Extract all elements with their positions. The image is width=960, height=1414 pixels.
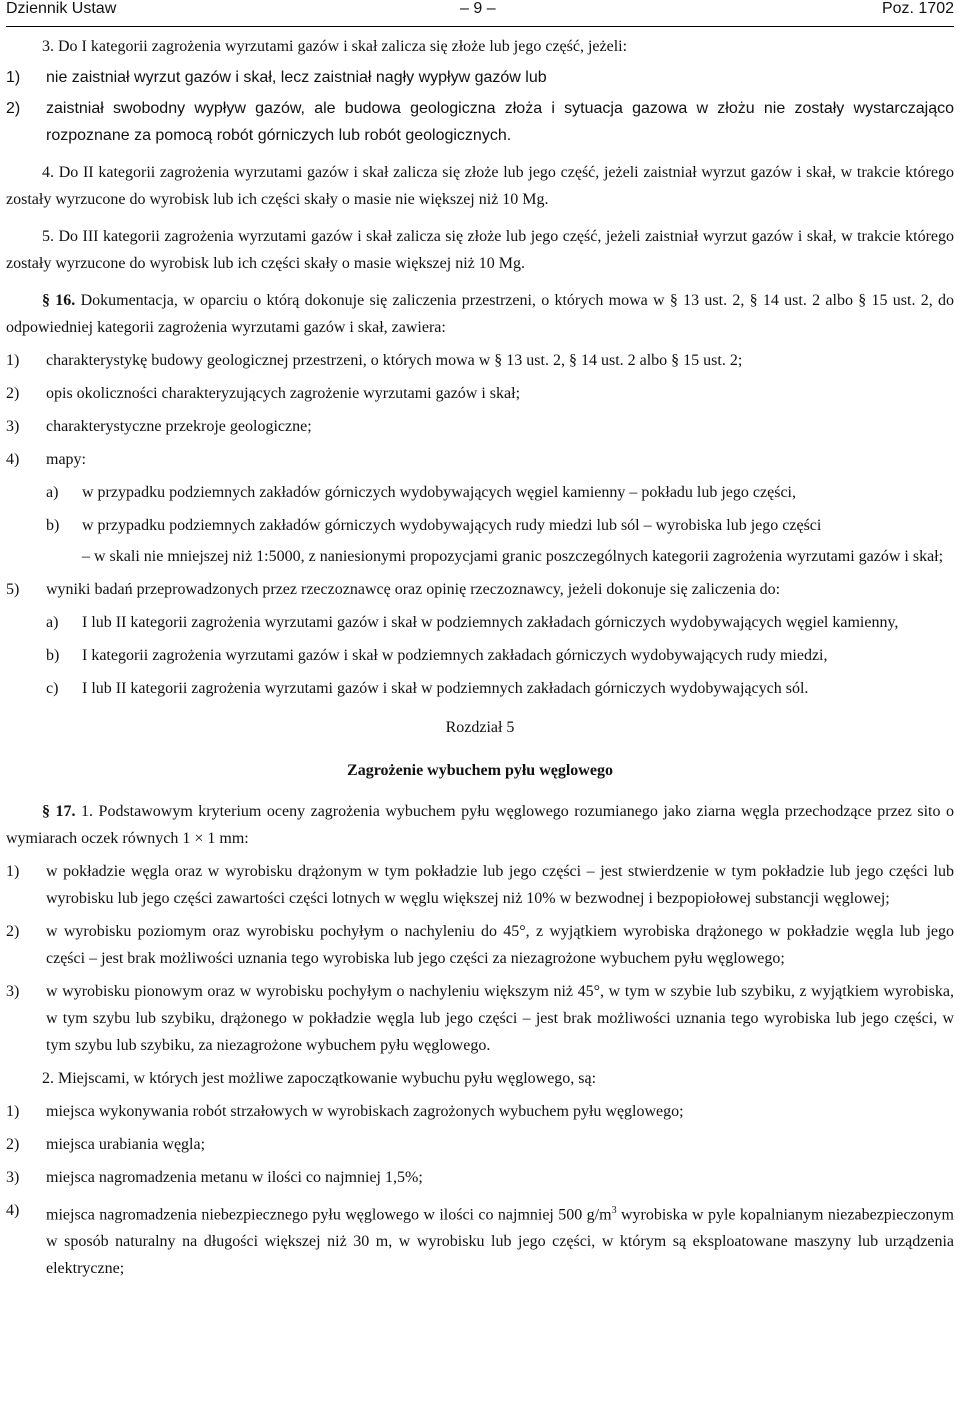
item-number: 1) — [6, 69, 21, 86]
sub-item-text: I lub II kategorii zagrożenia wyrzutami gazów i skał w podziemnych zakładach górniczych wydobywających węgiel kamienny, — [82, 614, 899, 631]
list-item — [6, 858, 954, 912]
item-number: 1) — [6, 1103, 20, 1120]
item-text: opis okoliczności charakteryzujących zagrożenie wyrzutami gazów i skał; — [46, 385, 521, 402]
superscript: 3 — [611, 1205, 617, 1216]
chapter-number: Rozdział 5 — [445, 719, 515, 736]
sub-item-text: I kategorii zagrożenia wyrzutami gazów i skał w podziemnych zakładach górniczych wydobywających rudy miedzi, — [82, 647, 828, 664]
item-text-part: miejsca nagromadzenia niebezpiecznego pyłu węglowego w ilości co najmniej 500 g/m — [46, 1206, 612, 1224]
item-text: wyniki badań przeprowadzonych przez rzeczoznawcę oraz opinię rzeczoznawcy, jeżeli dokonuje się zaliczenia do: — [46, 581, 781, 598]
sub-item-text: I lub II kategorii zagrożenia wyrzutami gazów i skał w podziemnych zakładach górniczych wydobywających sól. — [82, 680, 809, 697]
item-number: 4) — [6, 451, 20, 468]
paragraph-5: 5. Do III kategorii zagrożenia wyrzutami gazów i skał zalicza się złoże lub jego część, jeżeli zaistniał wyrzut gazów i skał, w trakcie którego zostały wyrzucone do wyrobisk lub ich części skały o masie większej niż 10 Mg. — [6, 228, 954, 272]
item-number: 1) — [6, 863, 20, 880]
list-item — [6, 347, 954, 374]
list-item — [6, 446, 954, 473]
sub-item — [46, 512, 954, 539]
document-page — [6, 0, 954, 1282]
item-text: mapy: — [46, 451, 86, 468]
item-text: w pokładzie węgla oraz w wyrobisku drążonym w tym pokładzie lub jego części – jest stwierdzenie w tym pokładzie lub jego części lub wyrobisku lub jego części zawartości części lotnych w węglu większej niż 10% w bezwodnej i bezpopiołowej substancji węglowej; — [46, 863, 954, 907]
journal-title: Dziennik Ustaw — [6, 0, 117, 17]
section-17-label: § 17. — [42, 803, 76, 820]
section-17-intro — [6, 798, 954, 852]
section-16-label: § 16. — [42, 292, 76, 309]
page-number: – 9 – — [460, 0, 496, 17]
item-text: nie zaistniał wyrzut gazów i skał, lecz zaistniał nagły wypływ gazów lub — [46, 69, 547, 86]
page-header — [6, 0, 954, 27]
sub-item-letter: b) — [46, 647, 60, 664]
section-16-intro — [6, 287, 954, 341]
sub-item-letter: b) — [46, 517, 60, 534]
item-text: w wyrobisku poziomym oraz wyrobisku pochyłym o nachyleniu do 45°, z wyjątkiem wyrobiska drążonego w pokładzie węgla lub jego części – jest brak możliwości uznania tego wyrobiska lub jego części za niezagrożone wybuchem pyłu węglowego; — [46, 923, 954, 967]
item-text: w wyrobisku pionowym oraz w wyrobisku pochyłym o nachyleniu większym niż 45°, w tym w szybie lub szybiku, z wyjątkiem wyrobiska, w tym szybu lub szybiku, drążonego w pokładzie węgla lub jego części – jest brak możliwości uznania tego wyrobiska lub jego części, w tym szybu lub szybiku, za niezagrożone wybuchem pyłu węglowego. — [46, 983, 954, 1054]
section-17-paragraph-2: 2. Miejscami, w których jest możliwe zapoczątkowanie wybuchu pyłu węglowego, są: — [42, 1070, 597, 1087]
sub-item — [46, 675, 954, 702]
sub-item-letter: a) — [46, 614, 59, 631]
list-item — [6, 1098, 954, 1125]
list-item — [6, 413, 954, 440]
position-number: Poz. 1702 — [881, 0, 954, 17]
item-number: 4) — [6, 1202, 20, 1219]
list-item — [6, 576, 954, 603]
item-number: 3) — [6, 983, 20, 1000]
paragraph-3: 3. Do I kategorii zagrożenia wyrzutami gazów i skał zalicza się złoże lub jego część, jeżeli: — [42, 38, 628, 55]
list-item — [6, 380, 954, 407]
list-item — [6, 64, 954, 91]
list-item — [6, 1164, 954, 1191]
sub-item-letter: c) — [46, 680, 59, 697]
list-item — [6, 1131, 954, 1158]
item-text: miejsca nagromadzenia metanu w ilości co najmniej 1,5%; — [46, 1169, 423, 1186]
maps-dash-text: – w skali nie mniejszej niż 1:5000, z naniesionymi propozycjami granic poszczególnych kategorii zagrożenia wyrzutami gazów i skał; — [82, 548, 944, 565]
sub-item-text: w przypadku podziemnych zakładów górniczych wydobywających węgiel kamienny – pokładu lub jego części, — [82, 484, 796, 501]
sub-item — [46, 479, 954, 506]
list-item — [6, 918, 954, 972]
item-text: miejsca urabiania węgla; — [46, 1136, 206, 1153]
sub-item — [46, 642, 954, 669]
item-number: 2) — [6, 1136, 20, 1153]
list-item — [6, 95, 954, 149]
item-number: 2) — [6, 385, 20, 402]
sub-item-letter: a) — [46, 484, 59, 501]
item-text-part: wyrobiska w pyle kopalnianym niezabezpieczonym w sposób naturalny na długości większej niż 30 m, w wyrobisku lub jego części, w którym są eksploatowane maszyny lub urządzenia elektryczne; — [46, 1206, 954, 1278]
item-number: 3) — [6, 418, 20, 435]
sub-item — [46, 609, 954, 636]
item-number: 2) — [6, 923, 20, 940]
item-text: zaistniał swobodny wypływ gazów, ale budowa geologiczna złoża i sytuacja gazowa w złożu nie zostały wystarczająco rozpoznane za pomocą robót górniczych lub robót geologicznych. — [46, 100, 954, 144]
list-item — [6, 1197, 954, 1282]
section-16-text: Dokumentacja, w oparciu o którą dokonuje się zaliczenia przestrzeni, o których mowa w § 13 ust. 2, § 14 ust. 2 albo § 15 ust. 2, do odpowiedniej kategorii zagrożenia wyrzutami gazów i skał, zawiera: — [6, 292, 955, 336]
section-17-text: 1. Podstawowym kryterium oceny zagrożenia wybuchem pyłu węglowego rozumianego jako ziarna węgla przechodzące przez sito o wymiarach oczek równych 1 × 1 mm: — [6, 803, 955, 847]
item-text: charakterystyczne przekroje geologiczne; — [46, 418, 312, 435]
list-item — [6, 978, 954, 1059]
paragraph-4: 4. Do II kategorii zagrożenia wyrzutami gazów i skał zalicza się złoże lub jego część, jeżeli zaistniał wyrzut gazów i skał, w trakcie którego zostały wyrzucone do wyrobisk lub ich części skały o masie nie większej niż 10 Mg. — [6, 164, 954, 208]
item-text — [46, 1197, 954, 1282]
sub-item-text: w przypadku podziemnych zakładów górniczych wydobywających rudy miedzi lub sól – wyrobiska lub jego części — [82, 517, 822, 534]
item-text: charakterystykę budowy geologicznej przestrzeni, o których mowa w § 13 ust. 2, § 14 ust. 2 albo § 15 ust. 2; — [46, 352, 743, 369]
item-text: miejsca wykonywania robót strzałowych w wyrobiskach zagrożonych wybuchem pyłu węglowego; — [46, 1103, 684, 1120]
item-number: 3) — [6, 1169, 20, 1186]
item-number: 5) — [6, 581, 20, 598]
item-number: 1) — [6, 352, 20, 369]
item-number: 2) — [6, 100, 21, 117]
chapter-title: Zagrożenie wybuchem pyłu węglowego — [347, 762, 613, 779]
